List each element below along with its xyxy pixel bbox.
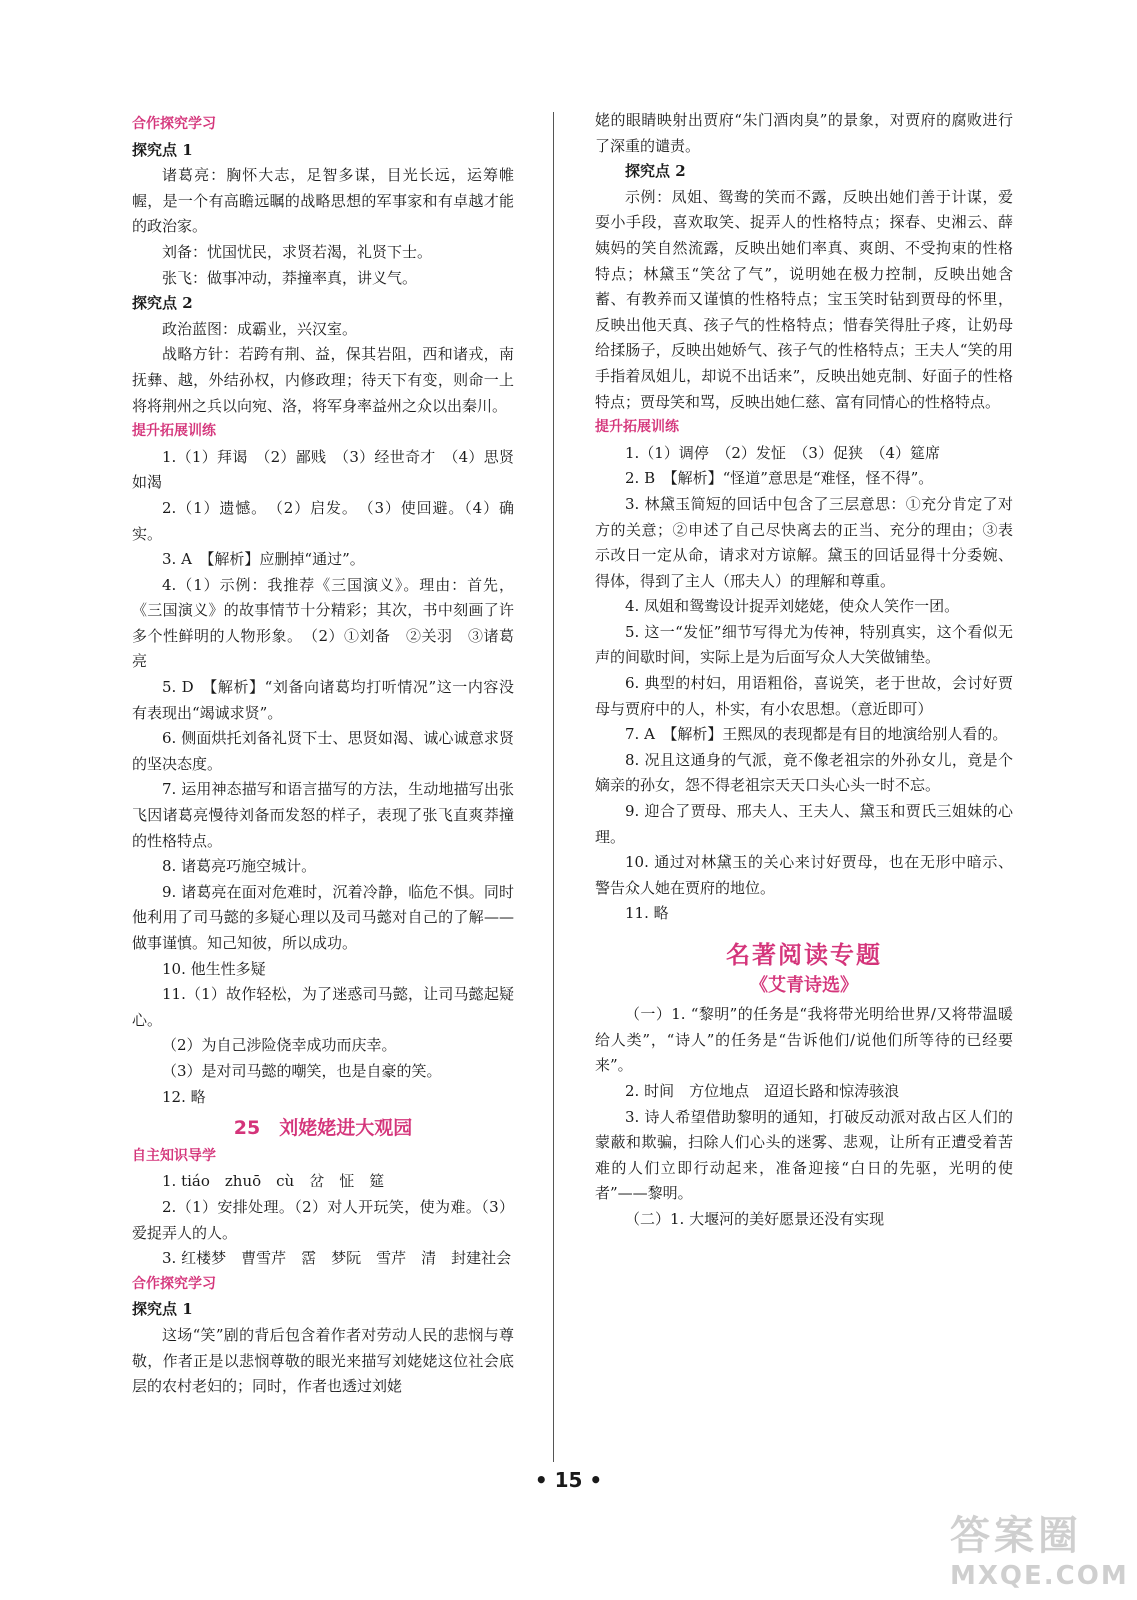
section-heading: 提升拓展训练 [595, 419, 679, 436]
answer-item: 9. 诸葛亮在面对危难时，沉着冷静，临危不惧。同时他利用了司马懿的多疑心理以及司马懿对自己的了解——做事谨慎。知己知彼，所以成功。 [132, 882, 514, 952]
point-label: 探究点 1 [132, 140, 193, 159]
answer-item: 1.（1）拜谒 （2）鄙贱 （3）经世奇才 （4）思贤如渴 [132, 447, 514, 492]
watermark-line2: MXQE.COM [950, 1561, 1129, 1591]
answer-item: 2. 时间 方位地点 迢迢长路和惊涛骇浪 [625, 1081, 900, 1100]
answer-item: 4.（1）示例：我推荐《三国演义》。理由：首先，《三国演义》的故事情节十分精彩；其次，书中刻画了许多个性鲜明的人物形象。 （2）①刘备 ②关羽 ③诸葛亮 [132, 575, 514, 671]
answer-item: （二）1. 大堰河的美好愿景还没有实现 [625, 1209, 885, 1228]
answer-item: 11. 略 [625, 904, 669, 923]
answer-item: 1.（1）调停 （2）发怔 （3）促狭 （4）筵席 [625, 443, 940, 462]
section-heading: 合作探究学习 [132, 1275, 216, 1292]
column-divider [553, 112, 554, 1462]
watermark-line1: 答案圈 [950, 1513, 1082, 1559]
lesson-title: 25 刘姥姥进大观园 [233, 1117, 413, 1140]
answer-item: 10. 通过对林黛玉的关心来讨好贾母，也在无形中暗示、警告众人她在贾府的地位。 [595, 853, 1013, 897]
section-heading: 提升拓展训练 [132, 423, 216, 440]
point-label: 探究点 1 [132, 1300, 193, 1319]
section-heading: 自主知识导学 [132, 1147, 216, 1164]
answer-item: 3. 诗人希望借助黎明的通知，打破反动派对敌占区人们的蒙蔽和欺骗，扫除人们心头的迷雾、悲观，让所有正遭受着苦难的人们立即行动起来，准备迎接“白日的先驱，光明的使者”——黎明。 [595, 1107, 1013, 1203]
answer-text: 战略方针：若跨有荆、益，保其岩阻，西和诸戎，南抚彝、越，外结孙权，内修政理；待天下有变，则命一上将将荆州之兵以向宛、洛，将军身率益州之众以出秦川。 [132, 345, 514, 415]
book-title: 《艾青诗选》 [750, 974, 858, 996]
answer-text: 姥的眼睛映射出贾府“朱门酒肉臭”的景象，对贾府的腐败进行了深重的谴责。 [595, 111, 1013, 155]
section-heading: 合作探究学习 [132, 116, 216, 132]
answer-text: 刘备：忧国忧民，求贤若渴，礼贤下士。 [162, 242, 433, 261]
answer-item: 7. 运用神态描写和语言描写的方法，生动地描写出张飞因诸葛亮慢待刘备而发怒的样子，表现了张飞直爽莽撞的性格特点。 [132, 780, 514, 850]
answer-item: 5. D 【解析】“刘备向诸葛均打听情况”这一内容没有表现出“竭诚求贤”。 [132, 678, 514, 722]
answer-item: 5. 这一“发怔”细节写得尤为传神，特别真实，这个看似无声的间歇时间，实际上是为后面写众人大笑做铺垫。 [595, 622, 1013, 667]
answer-text: 政治蓝图：成霸业，兴汉室。 [162, 319, 358, 338]
answer-item: 7. A 【解析】王熙凤的表现都是有目的地演给别人看的。 [625, 725, 1008, 744]
answer-item: 3. 林黛玉简短的回话中包含了三层意思：①充分肯定了对方的关意；②申述了自己尽快离去的正当、充分的理由；③表示改日一定从命，请求对方谅解。黛玉的回话显得十分委婉、得体，得到了主人（邢夫人）的理解和尊重。 [595, 494, 1013, 590]
answer-text: 诸葛亮：胸怀大志，足智多谋，目光长远，运筹帷幄，是一个有高瞻远瞩的战略思想的军事家和有卓越才能的政治家。 [132, 166, 514, 236]
answer-item: 10. 他生性多疑 [162, 959, 266, 978]
left-column [132, 112, 514, 1400]
answer-item: （一）1. “黎明”的任务是“我将带光明给世界/又将带温暖给人类”，“诗人”的任务是“告诉他们/说他们所等待的已经要来”。 [595, 1005, 1013, 1075]
answer-item: 2. B 【解析】“怪道”意思是“难怪，怪不得”。 [625, 469, 934, 488]
point-label: 探究点 2 [132, 294, 193, 313]
answer-item: 9. 迎合了贾母、邢夫人、王夫人、黛玉和贾氏三姐妹的心理。 [595, 802, 1013, 846]
answer-item: 6. 典型的村妇，用语粗俗，喜说笑，老于世故，会讨好贾母与贾府中的人，朴实，有小农思想。（意近即可） [595, 674, 1013, 718]
right-column [595, 108, 1013, 1233]
answer-item: 4. 凤姐和鸳鸯设计捉弄刘姥姥，使众人笑作一团。 [625, 597, 960, 616]
answer-item: （3）是对司马懿的嘲笑，也是自豪的笑。 [162, 1061, 442, 1080]
answer-text: 这场“笑”剧的背后包含着作者对劳动人民的悲悯与尊敬，作者正是以悲悯尊敬的眼光来描写刘姥姥这位社会底层的农村老妇的；同时，作者也透过刘姥 [132, 1325, 514, 1396]
answer-text: 示例：凤姐、鸳鸯的笑而不露，反映出她们善于计谋，爱耍小手段，喜欢取笑、捉弄人的性格特点；探春、史湘云、薛姨妈的笑自然流露，反映出她们率真、爽朗、不受拘束的性格特点；林黛玉“笑岔了气”，说明她在极力控制，反映出她含蓄、有教养而又谨慎的性格特点；宝玉笑时钻到贾母的怀里，反映出他天真、孩子气的性格特点；惜春笑得肚子疼，让奶母给揉肠子，反映出她娇气、孩子气的性格特点；王夫人“笑的用手指着凤姐儿，却说不出话来”，反映出她克制、好面子的性格特点；贾母笑和骂，反映出她仁慈、富有同情心的性格特点。 [595, 187, 1013, 411]
topic-title: 名著阅读专题 [726, 941, 882, 969]
answer-item: 6. 侧面烘托刘备礼贤下士、思贤如渴、诚心诚意求贤的坚决态度。 [132, 729, 514, 773]
answer-item: 8. 况且这通身的气派，竟不像老祖宗的外孙女儿，竟是个嫡亲的孙女，怨不得老祖宗天天口头心头一时不忘。 [595, 750, 1013, 795]
answer-text: 张飞：做事冲动，莽撞率真，讲义气。 [162, 268, 418, 287]
answer-item: 11.（1）故作轻松，为了迷惑司马懿，让司马懿起疑心。 [132, 985, 514, 1029]
answer-item: 2.（1）安排处理。（2）对人开玩笑，使为难。（3）爱捉弄人的人。 [132, 1197, 514, 1242]
watermark-logo [950, 1504, 1129, 1594]
page-number: • 15 • [534, 1468, 603, 1492]
answer-item: 8. 诸葛亮巧施空城计。 [162, 857, 317, 876]
answer-item: 12. 略 [162, 1087, 206, 1106]
answer-item: 2.（1）遗憾。 （2）启发。 （3）使回避。（4）确实。 [132, 498, 514, 543]
answer-item: 3. A 【解析】应删掉“通过”。 [162, 550, 365, 569]
answer-item: 1. tiáo zhuō cù 岔 怔 筵 [162, 1172, 385, 1191]
answer-item: （2）为自己涉险侥幸成功而庆幸。 [162, 1036, 397, 1055]
answer-item: 3. 红楼梦 曹雪芹 霑 梦阮 雪芹 清 封建社会 [162, 1249, 512, 1268]
point-label: 探究点 2 [625, 162, 686, 181]
